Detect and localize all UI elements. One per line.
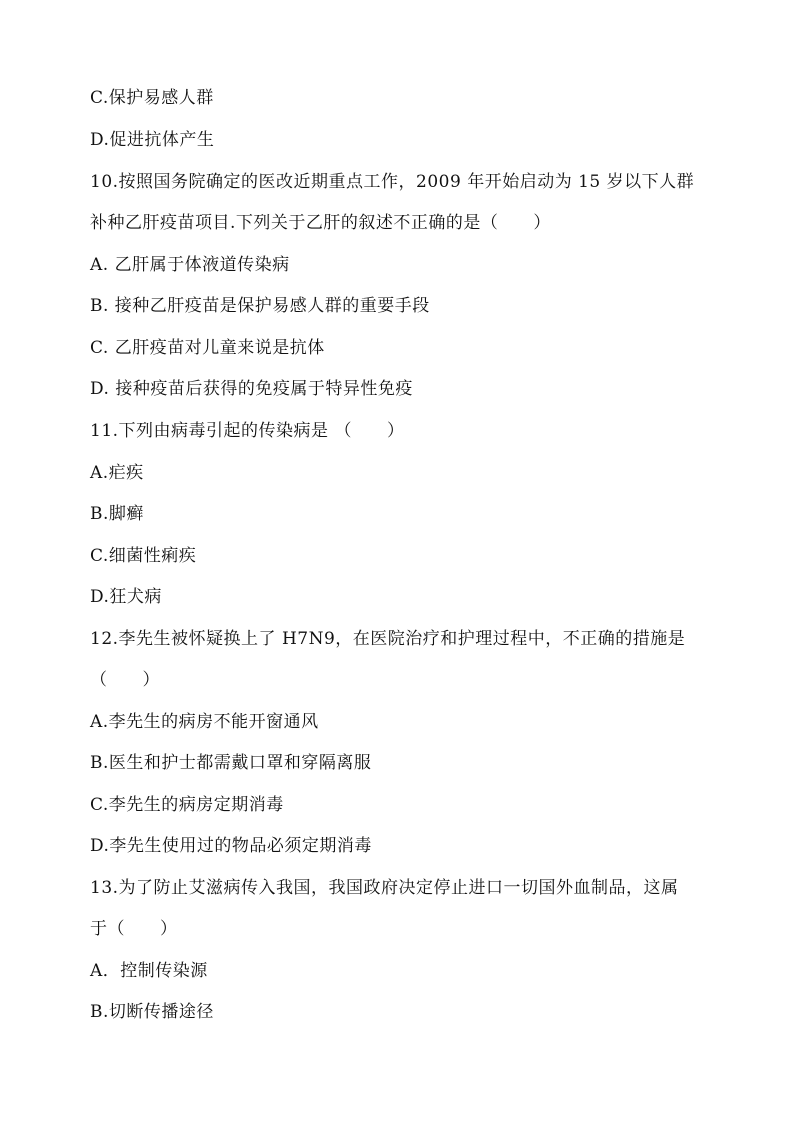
q13-stem-line1: 13.为了防止艾滋病传入我国，我国政府决定停止进口一切国外血制品，这属: [90, 878, 679, 898]
q11-option-b: B.脚癣: [90, 504, 144, 524]
q12-stem-line1: 12.李先生被怀疑换上了 H7N9，在医院治疗和护理过程中，不正确的措施是: [90, 629, 686, 649]
q9-option-d: D.促进抗体产生: [90, 130, 215, 150]
q11-option-a: A.疟疾: [90, 463, 144, 483]
q10-option-d: D. 接种疫苗后获得的免疫属于特异性免疫: [90, 379, 413, 399]
q12-option-d: D.李先生使用过的物品必须定期消毒: [90, 836, 372, 856]
q13-option-b: B.切断传播途径: [90, 1002, 214, 1022]
q13-option-a: A．控制传染源: [90, 961, 208, 981]
q9-option-c: C.保护易感人群: [90, 88, 214, 108]
q10-option-a: A. 乙肝属于体液道传染病: [90, 255, 290, 275]
q11-option-d: D.狂犬病: [90, 587, 162, 607]
q12-option-b: B.医生和护士都需戴口罩和穿隔离服: [90, 753, 372, 773]
q12-option-a: A.李先生的病房不能开窗通风: [90, 712, 319, 732]
q12-stem-line2: （ ）: [90, 670, 160, 690]
q11-option-c: C.细菌性痢疾: [90, 546, 197, 566]
q10-option-c: C. 乙肝疫苗对儿童来说是抗体: [90, 338, 325, 358]
q12-option-c: C.李先生的病房定期消毒: [90, 795, 284, 815]
q10-stem-line1: 10.按照国务院确定的医改近期重点工作，2009 年开始启动为 15 岁以下人群: [90, 172, 695, 192]
q10-option-b: B. 接种乙肝疫苗是保护易感人群的重要手段: [90, 296, 430, 316]
q10-stem-line2: 补种乙肝疫苗项目.下列关于乙肝的叙述不正确的是（ ）: [90, 213, 551, 233]
q11-stem: 11.下列由病毒引起的传染病是 （ ）: [90, 421, 405, 441]
q13-stem-line2: 于（ ）: [90, 919, 178, 939]
